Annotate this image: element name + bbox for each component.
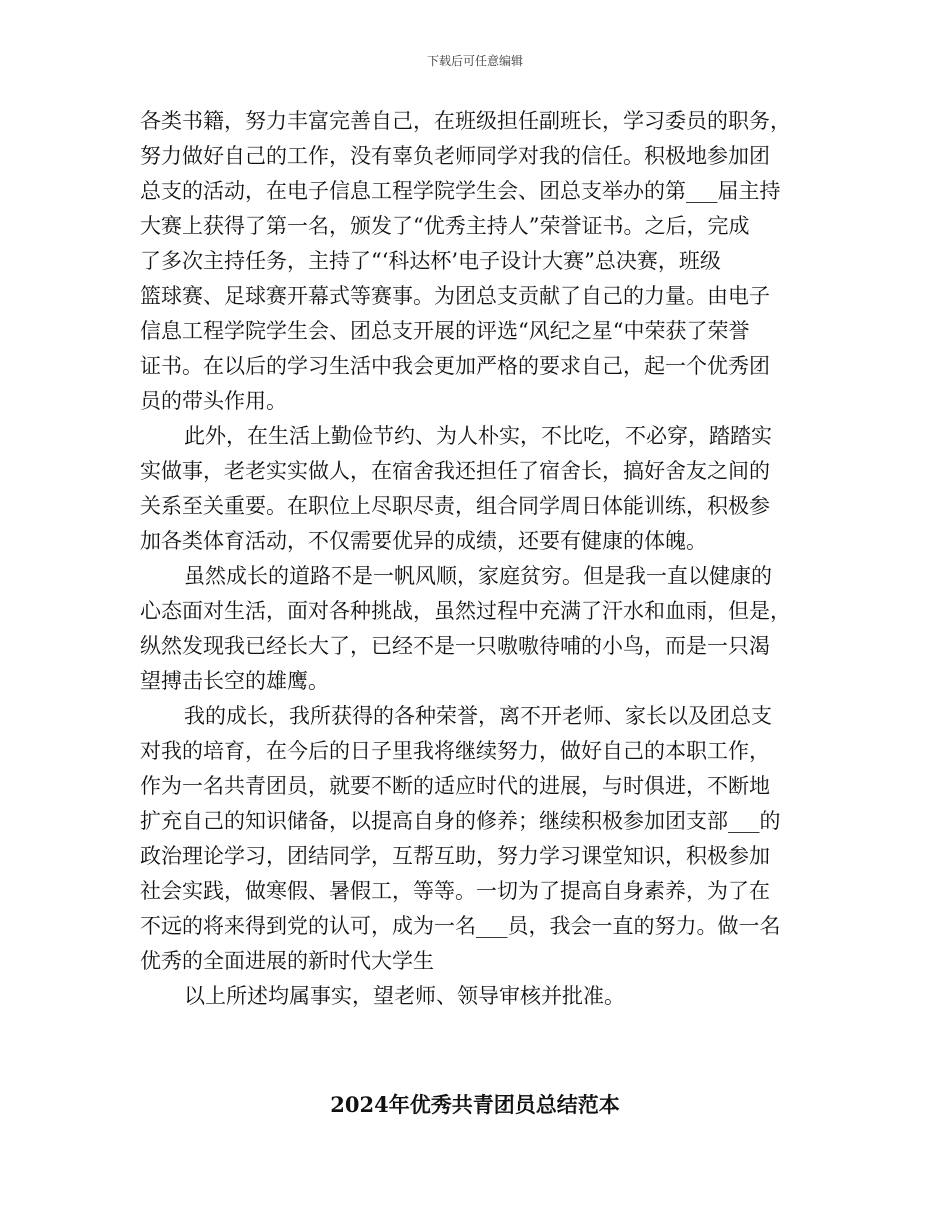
text-line: 实做事，老老实实做人，在宿舍我还担任了宿舍长，搞好舍友之间的 [140,459,770,483]
text-line: 大赛上获得了第一名，颁发了“优秀主持人”荣誉证书。之后，完成 [140,214,750,238]
text-line: 加各类体育活动，不仅需要优异的成绩，还要有健康的体魄。 [140,529,707,553]
text-line: 政治理论学习，团结同学，互帮互助，努力学习课堂知识，积极参加 [140,844,770,868]
text-line: 不远的将来得到党的认可，成为一名___员，我会一直的努力。做一名 [140,914,781,938]
text-line: 努力做好自己的工作，没有辜负老师同学对我的信任。积极地参加团 [140,144,770,168]
document-title: 2024年优秀共青团员总结范本 [330,1092,620,1117]
text-line: 以上所述均属事实，望老师、领导审核并批准。 [184,984,625,1008]
text-line: 信息工程学院学生会、团总支开展的评选“风纪之星“中荣获了荣誉 [140,319,750,343]
text-line: 此外，在生活上勤俭节约、为人朴实，不比吃，不必穿，踏踏实 [184,424,772,448]
text-line: 篮球赛、足球赛开幕式等赛事。为团总支贡献了自己的力量。由电子 [140,284,770,308]
text-line: 扩充自己的知识储备，以提高自身的修养；继续积极参加团支部___的 [140,809,781,833]
text-line: 员的带头作用。 [140,389,287,413]
text-line: 作为一名共青团员，就要不断的适应时代的进展，与时俱进，不断地 [140,774,770,798]
text-line: 心态面对生活，面对各种挑战，虽然过程中充满了汗水和血雨，但是， [140,599,791,623]
text-line: 望搏击长空的雄鹰。 [140,669,329,693]
text-line: 关系至关重要。在职位上尽职尽责，组合同学周日体能训练，积极参 [140,494,770,518]
text-line: 社会实践，做寒假、暑假工，等等。一切为了提高自身素养，为了在 [140,879,770,903]
text-line: 虽然成长的道路不是一帆风顺，家庭贫穷。但是我一直以健康的 [184,564,772,588]
text-line: 我的成长，我所获得的各种荣誉，离不开老师、家长以及团总支 [184,704,772,728]
text-line: 各类书籍，努力丰富完善自己，在班级担任副班长，学习委员的职务， [140,109,791,133]
text-line: 了多次主持任务，主持了“‘科达杯’电子设计大赛”总决赛，班级 [140,249,721,273]
text-line: 对我的培育，在今后的日子里我将继续努力，做好自己的本职工作， [140,739,770,763]
text-line: 优秀的全面进展的新时代大学生 [140,949,434,973]
text-line: 总支的活动，在电子信息工程学院学生会、团总支举办的第___届主持 [140,179,781,203]
text-line: 纵然发现我已经长大了，已经不是一只嗷嗷待哺的小鸟，而是一只渴 [140,634,770,658]
text-line: 证书。在以后的学习生活中我会更加严格的要求自己，起一个优秀团 [140,354,770,378]
body-text [140,104,830,1014]
header-note: 下载后可任意编辑 [426,54,523,68]
